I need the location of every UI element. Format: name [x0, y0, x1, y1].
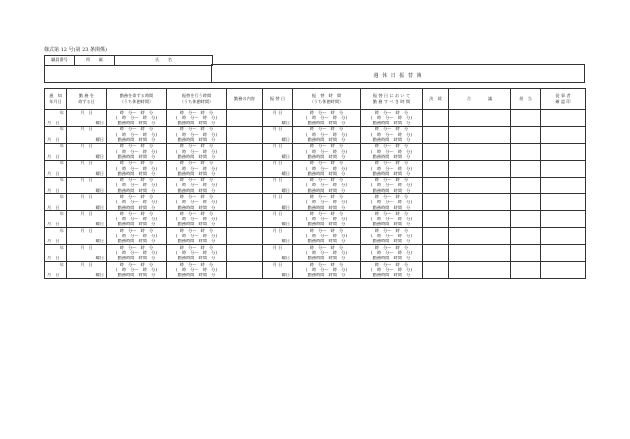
- cell: 勤務時間 時間 分: [361, 256, 423, 262]
- cell: 時 分～ 時 分: [293, 245, 361, 251]
- cell: ( 時 分～ 時 分): [361, 166, 423, 171]
- cell: ( 時 分～ 時 分): [107, 267, 167, 272]
- cell: 月 日: [45, 256, 67, 262]
- cell: 勤務時間 時間 分: [167, 154, 227, 160]
- cell: 年: [45, 211, 67, 217]
- cell: 勤務時間 時間 分: [167, 205, 227, 211]
- emp-no-label: 職員番号: [45, 56, 75, 66]
- cell: 勤務時間 時間 分: [167, 171, 227, 177]
- cell: 年: [45, 245, 67, 251]
- cell: 月 日: [67, 126, 107, 132]
- cell: 勤務時間 時間 分: [107, 121, 167, 127]
- cell: 時 分～ 時 分: [167, 211, 227, 217]
- col-ordered-hours: 勤務を命ずる時間 （うち休憩時間）: [107, 89, 167, 110]
- cell: 勤務時間 時間 分: [293, 222, 361, 228]
- cell: 時 分～ 時 分: [107, 228, 167, 234]
- cell: 曜日: [67, 273, 107, 279]
- cell: ( 時 分～ 時 分): [293, 217, 361, 222]
- cell: 月 日: [45, 121, 67, 127]
- cell: 時 分～ 時 分: [293, 228, 361, 234]
- cell: 月 日: [67, 211, 107, 217]
- cell: ( 時 分～ 時 分): [107, 149, 167, 154]
- cell: 曜日: [263, 154, 293, 160]
- cell: 時 分～ 時 分: [361, 228, 423, 234]
- col-transfer-hours: 振替を行う時間 （うち休憩時間）: [167, 89, 227, 110]
- cell: 時 分～ 時 分: [167, 177, 227, 183]
- cell: 時 分～ 時 分: [361, 211, 423, 217]
- dept-label: 所 属: [75, 56, 115, 66]
- cell: 勤務時間 時間 分: [361, 239, 423, 245]
- form-title: 週 休 日 振 替 簿: [373, 73, 423, 79]
- cell: 月 日: [263, 228, 293, 234]
- cell: 勤務時間 時間 分: [361, 154, 423, 160]
- cell: 月 日: [67, 143, 107, 149]
- cell: 年: [45, 126, 67, 132]
- cell: ( 時 分～ 時 分): [361, 183, 423, 188]
- cell: 曜日: [263, 171, 293, 177]
- cell: 勤務時間 時間 分: [107, 222, 167, 228]
- cell: 月 日: [45, 205, 67, 211]
- col-employee-check: 従 事 者 確 認 印: [541, 89, 586, 110]
- cell: 時 分～ 時 分: [361, 126, 423, 132]
- cell: 勤務時間 時間 分: [167, 222, 227, 228]
- cell: 月 日: [263, 211, 293, 217]
- cell: ( 時 分～ 時 分): [361, 250, 423, 255]
- cell: 勤務時間 時間 分: [293, 273, 361, 279]
- cell: 曜日: [67, 256, 107, 262]
- cell: 勤務時間 時間 分: [293, 239, 361, 245]
- cell[interactable]: [423, 273, 449, 279]
- cell: 曜日: [263, 188, 293, 194]
- cell: 時 分～ 時 分: [361, 262, 423, 268]
- cell: 時 分～ 時 分: [361, 110, 423, 116]
- cell: ( 時 分～ 時 分): [361, 267, 423, 272]
- cell: ( 時 分～ 時 分): [107, 200, 167, 205]
- cell: 月 日: [263, 160, 293, 166]
- cell: 時 分～ 時 分: [293, 110, 361, 116]
- cell: 勤務時間 時間 分: [107, 188, 167, 194]
- cell: ( 時 分～ 時 分): [167, 149, 227, 154]
- cell: ( 時 分～ 時 分): [107, 234, 167, 239]
- cell: 月 日: [67, 245, 107, 251]
- cell: 年: [45, 228, 67, 234]
- cell: 時 分～ 時 分: [167, 262, 227, 268]
- cell: 時 分～ 時 分: [361, 194, 423, 200]
- cell: ( 時 分～ 時 分): [361, 149, 423, 154]
- cell: 勤務時間 時間 分: [167, 137, 227, 143]
- cell: 勤務時間 時間 分: [107, 273, 167, 279]
- cell: 時 分～ 時 分: [167, 160, 227, 166]
- cell: 時 分～ 時 分: [167, 194, 227, 200]
- cell: 勤務時間 時間 分: [293, 205, 361, 211]
- cell: 月 日: [45, 273, 67, 279]
- cell: 時 分～ 時 分: [107, 160, 167, 166]
- col-transfer-time: 振 替 時 間 （うち休憩時間）: [293, 89, 361, 110]
- cell: 時 分～ 時 分: [361, 143, 423, 149]
- cell: 勤務時間 時間 分: [107, 171, 167, 177]
- cell: 勤務時間 時間 分: [293, 121, 361, 127]
- cell: 勤務時間 時間 分: [361, 273, 423, 279]
- cell: ( 時 分～ 時 分): [293, 250, 361, 255]
- cell: 時 分～ 時 分: [361, 245, 423, 251]
- cell: 曜日: [263, 239, 293, 245]
- col-duty-content: 勤務の内容: [227, 89, 263, 110]
- cell: 勤務時間 時間 分: [293, 188, 361, 194]
- cell: 曜日: [67, 188, 107, 194]
- cell: 月 日: [45, 239, 67, 245]
- cell: 曜日: [263, 121, 293, 127]
- cell: 勤務時間 時間 分: [107, 137, 167, 143]
- cell: 時 分～ 時 分: [167, 228, 227, 234]
- col-person-in-charge: 担 当: [511, 89, 541, 110]
- cell: 勤務時間 時間 分: [361, 137, 423, 143]
- cell: 勤務時間 時間 分: [293, 171, 361, 177]
- cell: 勤務時間 時間 分: [107, 239, 167, 245]
- cell: 時 分～ 時 分: [107, 245, 167, 251]
- cell: ( 時 分～ 時 分): [107, 166, 167, 171]
- cell: ( 時 分～ 時 分): [293, 166, 361, 171]
- cell: ( 時 分～ 時 分): [361, 115, 423, 120]
- cell: 勤務時間 時間 分: [293, 256, 361, 262]
- form-number: 様式第 12 号(第 23 条関係): [44, 47, 107, 53]
- cell: ( 時 分～ 時 分): [167, 217, 227, 222]
- cell: ( 時 分～ 時 分): [167, 234, 227, 239]
- employee-info-box: [44, 64, 212, 83]
- title-box: [212, 64, 585, 83]
- cell: 勤務時間 時間 分: [107, 205, 167, 211]
- cell: 勤務時間 時間 分: [361, 205, 423, 211]
- cell: 月 日: [263, 177, 293, 183]
- cell: ( 時 分～ 時 分): [167, 132, 227, 137]
- cell: 曜日: [67, 154, 107, 160]
- cell: 勤務時間 時間 分: [361, 171, 423, 177]
- col-transfer-day: 振 替 日: [263, 89, 293, 110]
- cell: ( 時 分～ 時 分): [167, 115, 227, 120]
- cell: ( 時 分～ 時 分): [167, 267, 227, 272]
- cell: 年: [45, 110, 67, 116]
- cell: 勤務時間 時間 分: [293, 154, 361, 160]
- cell: 時 分～ 時 分: [107, 211, 167, 217]
- cell: ( 時 分～ 時 分): [293, 149, 361, 154]
- cell: 年: [45, 143, 67, 149]
- cell: 時 分～ 時 分: [293, 143, 361, 149]
- cell: 時 分～ 時 分: [293, 262, 361, 268]
- cell: 月 日: [263, 194, 293, 200]
- cell: 年: [45, 160, 67, 166]
- cell: 勤務時間 時間 分: [167, 273, 227, 279]
- cell: ( 時 分～ 時 分): [361, 234, 423, 239]
- cell: 年: [45, 262, 67, 268]
- cell: 勤務時間 時間 分: [167, 188, 227, 194]
- col-notify-date: 通 知 年月日: [45, 89, 67, 110]
- cell: 月 日: [67, 262, 107, 268]
- col-consultation: 合 議: [449, 89, 511, 110]
- cell: 時 分～ 時 分: [167, 110, 227, 116]
- cell[interactable]: [449, 273, 511, 279]
- cell: 時 分～ 時 分: [107, 143, 167, 149]
- transfer-table: [44, 88, 586, 279]
- cell: 月 日: [263, 245, 293, 251]
- cell: 月 日: [45, 154, 67, 160]
- name-label: 氏 名: [115, 56, 213, 66]
- cell: 年: [45, 194, 67, 200]
- cell: ( 時 分～ 時 分): [167, 183, 227, 188]
- cell: 月 日: [67, 177, 107, 183]
- cell: 月 日: [263, 110, 293, 116]
- cell: ( 時 分～ 時 分): [293, 183, 361, 188]
- cell: 月 日: [263, 126, 293, 132]
- cell: 時 分～ 時 分: [293, 160, 361, 166]
- cell: 時 分～ 時 分: [167, 245, 227, 251]
- cell: 勤務時間 時間 分: [167, 121, 227, 127]
- cell: 曜日: [67, 239, 107, 245]
- cell: 曜日: [263, 273, 293, 279]
- table-header-row: [45, 89, 586, 110]
- cell: ( 時 分～ 時 分): [167, 166, 227, 171]
- cell: ( 時 分～ 時 分): [293, 267, 361, 272]
- cell: 勤務時間 時間 分: [167, 239, 227, 245]
- cell: 曜日: [67, 121, 107, 127]
- cell: 曜日: [263, 137, 293, 143]
- col-duty-order: 勤 務 を 命ずる日: [67, 89, 107, 110]
- cell: 時 分～ 時 分: [107, 194, 167, 200]
- cell: ( 時 分～ 時 分): [293, 234, 361, 239]
- cell: 時 分～ 時 分: [107, 262, 167, 268]
- col-decision: 決 裁: [423, 89, 449, 110]
- cell: ( 時 分～ 時 分): [107, 183, 167, 188]
- cell: 時 分～ 時 分: [167, 143, 227, 149]
- cell: 月 日: [45, 137, 67, 143]
- cell: 曜日: [263, 256, 293, 262]
- cell: 曜日: [263, 205, 293, 211]
- cell: 月 日: [45, 222, 67, 228]
- cell: 月 日: [45, 171, 67, 177]
- cell: 月 日: [263, 262, 293, 268]
- cell[interactable]: [511, 273, 541, 279]
- cell[interactable]: [227, 273, 263, 279]
- cell: 月 日: [67, 110, 107, 116]
- cell[interactable]: [541, 273, 586, 279]
- cell: 曜日: [67, 205, 107, 211]
- cell: 勤務時間 時間 分: [293, 137, 361, 143]
- cell: ( 時 分～ 時 分): [293, 132, 361, 137]
- cell: 時 分～ 時 分: [361, 177, 423, 183]
- cell: ( 時 分～ 時 分): [361, 200, 423, 205]
- cell: 月 日: [67, 160, 107, 166]
- cell: 月 日: [67, 194, 107, 200]
- cell: 年: [45, 177, 67, 183]
- cell: ( 時 分～ 時 分): [107, 250, 167, 255]
- cell: ( 時 分～ 時 分): [293, 200, 361, 205]
- cell: 勤務時間 時間 分: [361, 188, 423, 194]
- cell: 曜日: [67, 171, 107, 177]
- cell: ( 時 分～ 時 分): [107, 115, 167, 120]
- cell: ( 時 分～ 時 分): [167, 200, 227, 205]
- cell: 勤務時間 時間 分: [107, 154, 167, 160]
- cell: 時 分～ 時 分: [293, 126, 361, 132]
- cell: 時 分～ 時 分: [293, 211, 361, 217]
- cell: 時 分～ 時 分: [361, 160, 423, 166]
- cell: 時 分～ 時 分: [107, 177, 167, 183]
- cell: 時 分～ 時 分: [107, 110, 167, 116]
- table-row: [45, 273, 586, 279]
- cell: 勤務時間 時間 分: [167, 256, 227, 262]
- cell: 月 日: [67, 228, 107, 234]
- cell: ( 時 分～ 時 分): [107, 217, 167, 222]
- cell: 月 日: [45, 188, 67, 194]
- cell: 時 分～ 時 分: [167, 126, 227, 132]
- cell: 時 分～ 時 分: [107, 126, 167, 132]
- cell: 勤務時間 時間 分: [107, 256, 167, 262]
- col-work-hours: 振 替 日 に お い て 勤 務 す べ き 時 間: [361, 89, 423, 110]
- cell: 月 日: [263, 143, 293, 149]
- cell: ( 時 分～ 時 分): [361, 217, 423, 222]
- cell: 曜日: [263, 222, 293, 228]
- cell: ( 時 分～ 時 分): [107, 132, 167, 137]
- cell: 時 分～ 時 分: [293, 194, 361, 200]
- cell: ( 時 分～ 時 分): [293, 115, 361, 120]
- cell: 時 分～ 時 分: [293, 177, 361, 183]
- cell: 勤務時間 時間 分: [361, 121, 423, 127]
- cell: ( 時 分～ 時 分): [167, 250, 227, 255]
- cell: 勤務時間 時間 分: [361, 222, 423, 228]
- cell: 曜日: [67, 137, 107, 143]
- cell: ( 時 分～ 時 分): [361, 132, 423, 137]
- cell: 曜日: [67, 222, 107, 228]
